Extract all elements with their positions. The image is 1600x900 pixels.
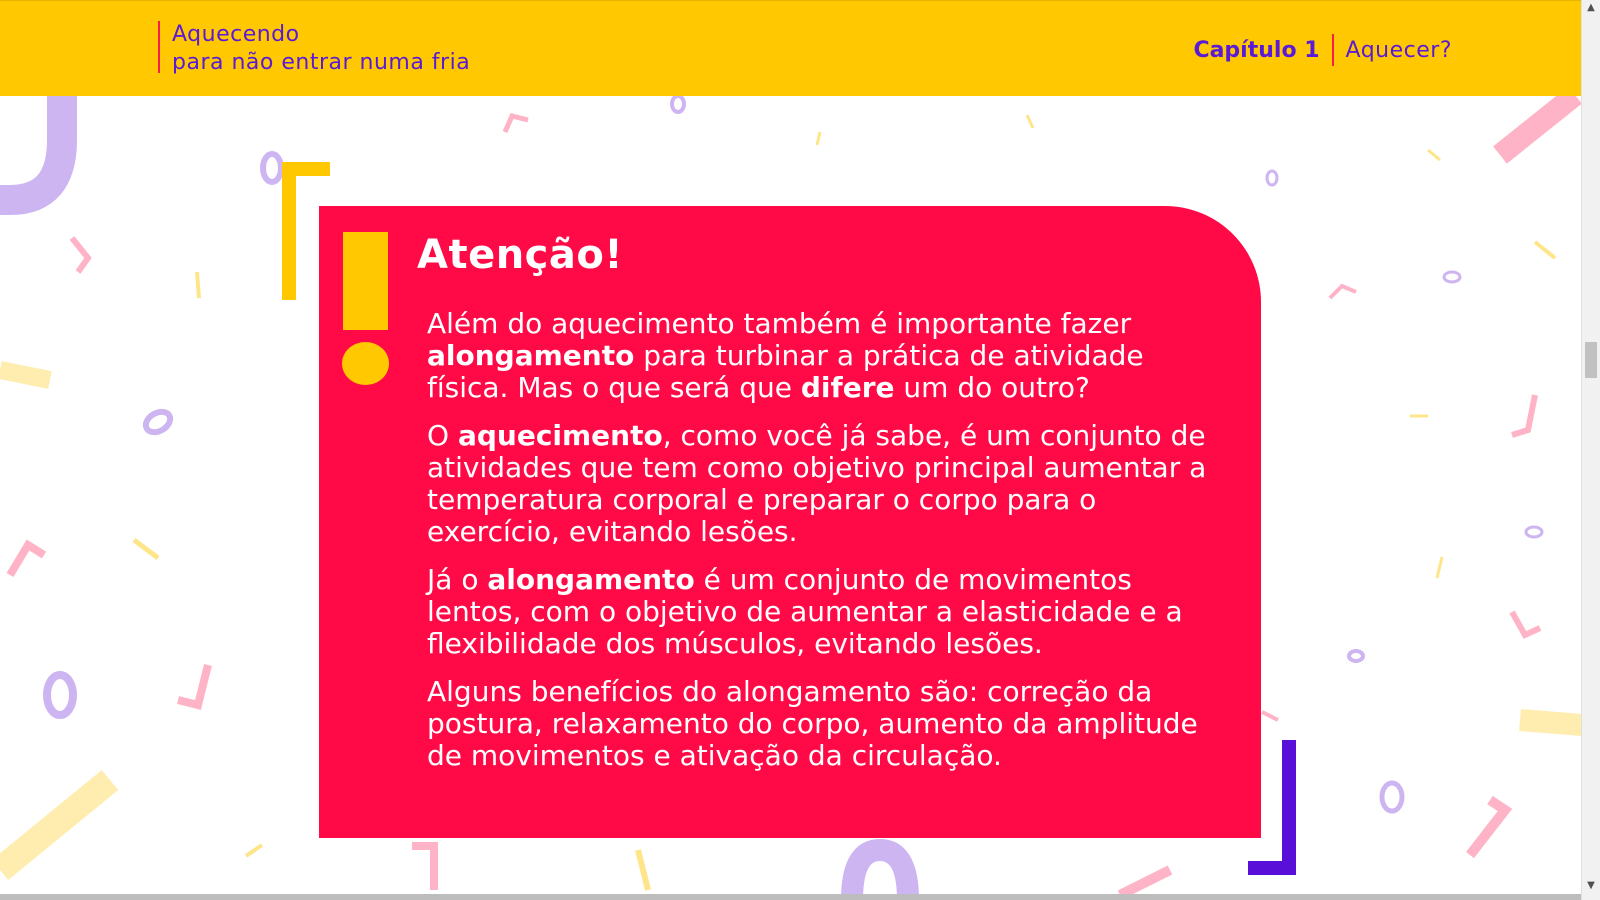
banner-subtitle-line-2: para não entrar numa fria [172, 50, 471, 75]
banner-subtitle-line-1: Aquecendo [172, 22, 300, 47]
card-paragraph [427, 676, 1227, 772]
paragraph-text: Já o [427, 563, 488, 596]
paragraph-text: Além do aquecimento também é importante fazer [427, 307, 1132, 340]
paragraph-text: , como você já sabe, é um conjunto de atividades que tem como objetivo principal aumentar a temperatura corporal e preparar o corpo para o exercício, evitando lesões. [427, 419, 1207, 548]
vertical-scrollbar[interactable] [1581, 0, 1600, 900]
chapter-number: Capítulo 1 [1193, 37, 1320, 63]
paragraph-text: Alguns benefícios do alongamento são: correção da postura, relaxamento do corpo, aumento da amplitude de movimentos e ativação da circulação. [427, 675, 1198, 772]
exclamation-dot-icon [342, 342, 389, 385]
paragraph-text: é um conjunto de movimentos lentos, com o objetivo de aumentar a elasticidade e a flexibilidade dos músculos, evitando lesões. [427, 563, 1183, 660]
chevron-up-icon[interactable]: ▲ [1587, 2, 1595, 13]
banner-subtitle [158, 21, 470, 73]
chapter-title: Aquecer? [1345, 37, 1452, 63]
bottom-border [0, 894, 1582, 900]
card-paragraph [427, 420, 1227, 548]
paragraph-text: um do outro? [894, 371, 1090, 404]
card-title: Atenção! [417, 232, 624, 278]
paragraph-text: O [427, 419, 458, 452]
card-paragraph [427, 564, 1227, 660]
exclamation-mark-icon [343, 232, 388, 330]
attention-card [319, 206, 1261, 838]
paragraph-text: para turbinar a prática de atividade física. Mas o que será que [427, 339, 1144, 404]
highlighted-term: difere [800, 371, 895, 404]
highlighted-term: alongamento [427, 339, 635, 372]
chevron-down-icon[interactable]: ▼ [1587, 880, 1595, 891]
highlighted-term: alongamento [487, 563, 695, 596]
chapter-heading [1193, 34, 1452, 66]
card-paragraph [427, 308, 1227, 404]
card-body [427, 308, 1227, 788]
top-banner [0, 0, 1582, 96]
highlighted-term: aquecimento [457, 419, 663, 452]
scrollbar-thumb[interactable] [1585, 342, 1597, 378]
